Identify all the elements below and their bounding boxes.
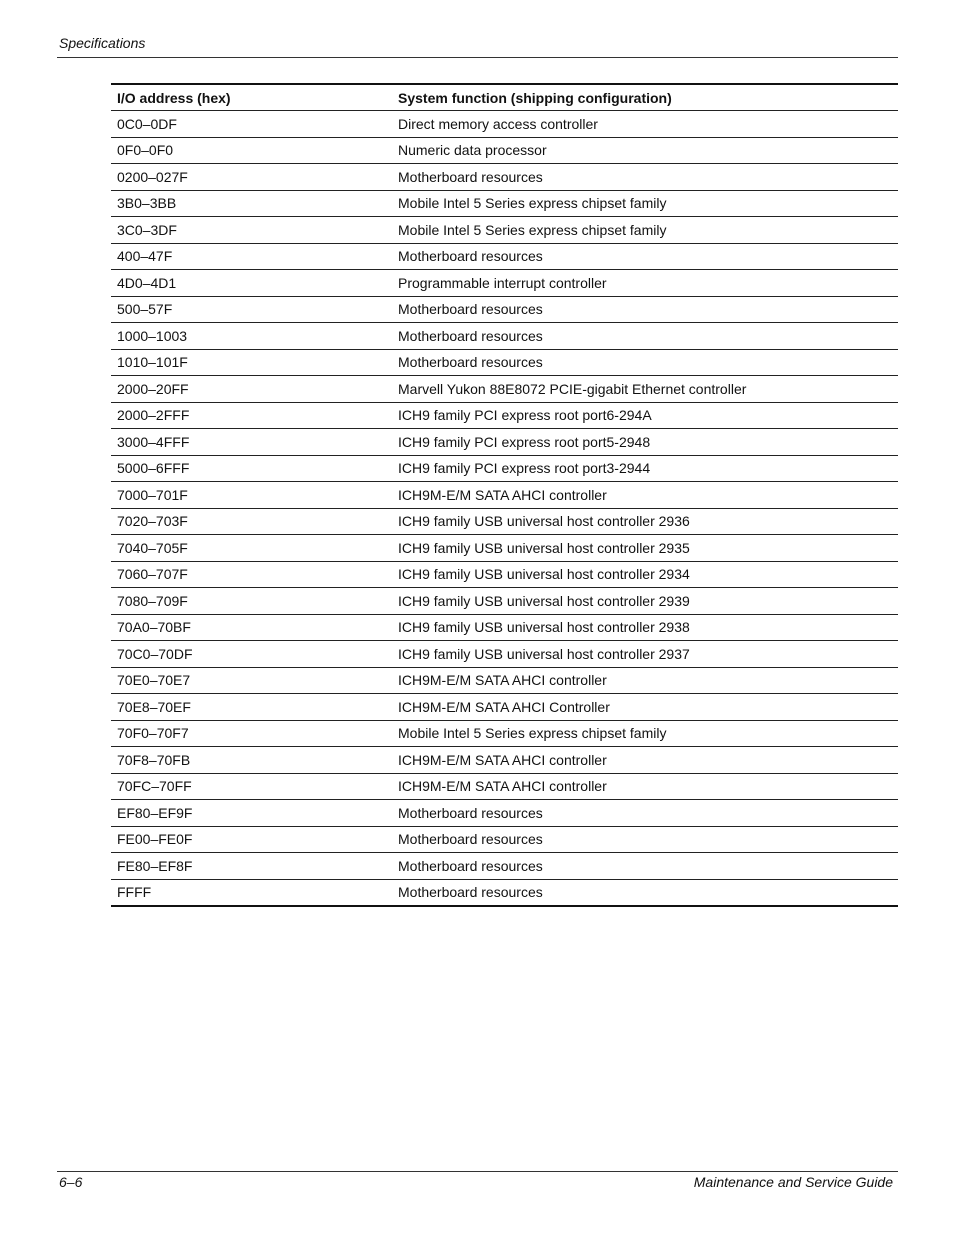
- table-row: [111, 349, 898, 376]
- io-address-cell: 3C0–3DF: [111, 217, 392, 244]
- io-address-cell: FFFF: [111, 879, 392, 906]
- system-function-cell: Direct memory access controller: [392, 111, 898, 138]
- table-row: [111, 111, 898, 138]
- system-function-cell: Mobile Intel 5 Series express chipset family: [392, 190, 898, 217]
- system-function-cell: Motherboard resources: [392, 853, 898, 880]
- table-row: [111, 137, 898, 164]
- system-function-cell: Motherboard resources: [392, 800, 898, 827]
- io-address-cell: 4D0–4D1: [111, 270, 392, 297]
- table-row: [111, 508, 898, 535]
- system-function-cell: Programmable interrupt controller: [392, 270, 898, 297]
- table-row: [111, 641, 898, 668]
- system-function-cell: ICH9 family USB universal host controller 2936: [392, 508, 898, 535]
- system-function-cell: ICH9 family PCI express root port6-294A: [392, 402, 898, 429]
- table-body: [111, 111, 898, 907]
- system-function-cell: Motherboard resources: [392, 323, 898, 350]
- system-function-cell: ICH9M-E/M SATA AHCI controller: [392, 667, 898, 694]
- io-address-cell: FE00–FE0F: [111, 826, 392, 853]
- system-function-cell: ICH9 family USB universal host controller 2939: [392, 588, 898, 615]
- io-address-cell: 1010–101F: [111, 349, 392, 376]
- io-address-cell: 1000–1003: [111, 323, 392, 350]
- table-row: [111, 561, 898, 588]
- table-row: [111, 376, 898, 403]
- io-address-table-container: [111, 83, 898, 907]
- system-function-cell: Motherboard resources: [392, 164, 898, 191]
- table-row: [111, 588, 898, 615]
- table-row: [111, 217, 898, 244]
- io-address-cell: 7040–705F: [111, 535, 392, 562]
- io-address-cell: 2000–20FF: [111, 376, 392, 403]
- io-address-cell: 70FC–70FF: [111, 773, 392, 800]
- table-row: [111, 720, 898, 747]
- io-address-cell: 70F8–70FB: [111, 747, 392, 774]
- system-function-cell: ICH9M-E/M SATA AHCI controller: [392, 482, 898, 509]
- io-address-cell: 3000–4FFF: [111, 429, 392, 456]
- table-row: [111, 667, 898, 694]
- table-row: [111, 800, 898, 827]
- io-address-cell: 2000–2FFF: [111, 402, 392, 429]
- io-address-cell: 70E8–70EF: [111, 694, 392, 721]
- system-function-cell: ICH9M-E/M SATA AHCI Controller: [392, 694, 898, 721]
- system-function-cell: Mobile Intel 5 Series express chipset family: [392, 720, 898, 747]
- io-address-cell: 70F0–70F7: [111, 720, 392, 747]
- io-address-cell: FE80–EF8F: [111, 853, 392, 880]
- table-row: [111, 482, 898, 509]
- table-row: [111, 323, 898, 350]
- page-number: 6–6: [59, 1174, 83, 1190]
- system-function-cell: ICH9 family PCI express root port3-2944: [392, 455, 898, 482]
- io-address-table: [111, 83, 898, 907]
- system-function-cell: ICH9M-E/M SATA AHCI controller: [392, 773, 898, 800]
- system-function-cell: Mobile Intel 5 Series express chipset family: [392, 217, 898, 244]
- table-row: [111, 614, 898, 641]
- io-address-cell: 3B0–3BB: [111, 190, 392, 217]
- system-function-cell: ICH9 family PCI express root port5-2948: [392, 429, 898, 456]
- system-function-cell: Motherboard resources: [392, 296, 898, 323]
- table-row: [111, 270, 898, 297]
- system-function-cell: Motherboard resources: [392, 243, 898, 270]
- table-row: [111, 853, 898, 880]
- system-function-cell: Motherboard resources: [392, 349, 898, 376]
- table-row: [111, 164, 898, 191]
- table-row: [111, 879, 898, 906]
- table-row: [111, 826, 898, 853]
- system-function-cell: ICH9 family USB universal host controller 2935: [392, 535, 898, 562]
- io-address-cell: 0F0–0F0: [111, 137, 392, 164]
- table-row: [111, 773, 898, 800]
- system-function-cell: Numeric data processor: [392, 137, 898, 164]
- system-function-cell: Motherboard resources: [392, 879, 898, 906]
- io-address-cell: 7000–701F: [111, 482, 392, 509]
- header-rule: [57, 57, 898, 58]
- io-address-cell: 7060–707F: [111, 561, 392, 588]
- column-header-system-function: System function (shipping configuration): [392, 84, 898, 111]
- io-address-cell: 500–57F: [111, 296, 392, 323]
- table-row: [111, 694, 898, 721]
- table-header-row: [111, 84, 898, 111]
- column-header-io-address: I/O address (hex): [111, 84, 392, 111]
- io-address-cell: 0C0–0DF: [111, 111, 392, 138]
- io-address-cell: 0200–027F: [111, 164, 392, 191]
- footer-rule: [57, 1171, 898, 1172]
- io-address-cell: 70A0–70BF: [111, 614, 392, 641]
- table-row: [111, 747, 898, 774]
- guide-title: Maintenance and Service Guide: [693, 1174, 893, 1190]
- system-function-cell: ICH9 family USB universal host controller 2937: [392, 641, 898, 668]
- running-header: Specifications: [59, 35, 146, 51]
- io-address-cell: 7020–703F: [111, 508, 392, 535]
- table-row: [111, 402, 898, 429]
- system-function-cell: Motherboard resources: [392, 826, 898, 853]
- table-row: [111, 296, 898, 323]
- io-address-cell: 5000–6FFF: [111, 455, 392, 482]
- table-row: [111, 190, 898, 217]
- system-function-cell: ICH9M-E/M SATA AHCI controller: [392, 747, 898, 774]
- io-address-cell: EF80–EF9F: [111, 800, 392, 827]
- io-address-cell: 70E0–70E7: [111, 667, 392, 694]
- system-function-cell: ICH9 family USB universal host controller 2938: [392, 614, 898, 641]
- system-function-cell: Marvell Yukon 88E8072 PCIE-gigabit Ethernet controller: [392, 376, 898, 403]
- system-function-cell: ICH9 family USB universal host controller 2934: [392, 561, 898, 588]
- io-address-cell: 7080–709F: [111, 588, 392, 615]
- table-row: [111, 243, 898, 270]
- table-row: [111, 455, 898, 482]
- io-address-cell: 70C0–70DF: [111, 641, 392, 668]
- table-row: [111, 429, 898, 456]
- table-row: [111, 535, 898, 562]
- io-address-cell: 400–47F: [111, 243, 392, 270]
